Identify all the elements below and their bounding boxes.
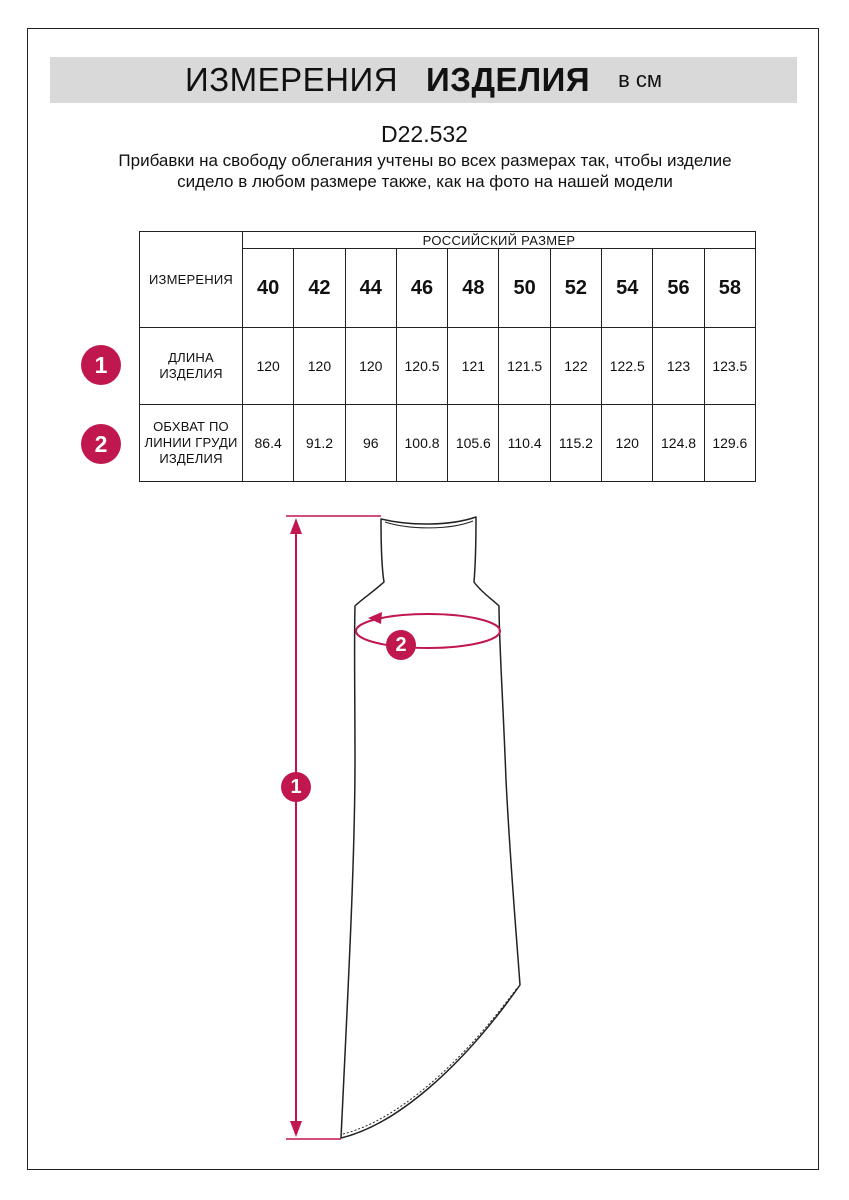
title-product: ИЗДЕЛИЯ xyxy=(426,61,591,98)
size-cell: 46 xyxy=(396,249,447,328)
value-cell: 123 xyxy=(653,328,704,405)
length-marker-badge: 1 xyxy=(281,772,311,802)
size-cell: 48 xyxy=(448,249,499,328)
title-measurements: ИЗМЕРЕНИЯ xyxy=(184,61,399,98)
value-cell: 120.5 xyxy=(396,328,447,405)
value-cell: 120 xyxy=(602,405,653,482)
value-cell: 129.6 xyxy=(704,405,755,482)
size-cell: 44 xyxy=(345,249,396,328)
size-header: РОССИЙСКИЙ РАЗМЕР xyxy=(243,232,756,249)
row-label-chest: ОБХВАТ ПО ЛИНИИ ГРУДИ ИЗДЕЛИЯ xyxy=(140,405,243,482)
value-cell: 91.2 xyxy=(294,405,345,482)
value-cell: 122 xyxy=(550,328,601,405)
value-cell: 120 xyxy=(345,328,396,405)
value-cell: 122.5 xyxy=(602,328,653,405)
row-label-length: ДЛИНА ИЗДЕЛИЯ xyxy=(140,328,243,405)
value-cell: 120 xyxy=(243,328,294,405)
fit-note: Прибавки на свободу облегания учтены во всех размерах так, чтобы изделие сидело в любом размере также, как на фото на нашей модели xyxy=(118,151,732,191)
title-unit: в см xyxy=(618,67,662,92)
product-code: D22.532 xyxy=(381,121,468,147)
chest-marker-badge: 2 xyxy=(386,630,416,660)
chest-measure-ellipse xyxy=(356,612,500,648)
size-cell: 52 xyxy=(550,249,601,328)
row-badge-chest: 2 xyxy=(81,424,121,464)
value-cell: 121 xyxy=(448,328,499,405)
value-cell: 123.5 xyxy=(704,328,755,405)
corner-label: ИЗМЕРЕНИЯ xyxy=(140,232,243,328)
value-cell: 124.8 xyxy=(653,405,704,482)
size-cell: 58 xyxy=(704,249,755,328)
dress-outline xyxy=(341,517,520,1138)
value-cell: 110.4 xyxy=(499,405,550,482)
value-cell: 96 xyxy=(345,405,396,482)
value-cell: 115.2 xyxy=(550,405,601,482)
value-cell: 120 xyxy=(294,328,345,405)
size-cell: 50 xyxy=(499,249,550,328)
size-cell: 54 xyxy=(602,249,653,328)
size-cell: 42 xyxy=(294,249,345,328)
value-cell: 105.6 xyxy=(448,405,499,482)
row-badge-length: 1 xyxy=(81,345,121,385)
length-measure-line xyxy=(286,516,381,1139)
size-cell: 56 xyxy=(653,249,704,328)
value-cell: 86.4 xyxy=(243,405,294,482)
value-cell: 100.8 xyxy=(396,405,447,482)
value-cell: 121.5 xyxy=(499,328,550,405)
size-cell: 40 xyxy=(243,249,294,328)
